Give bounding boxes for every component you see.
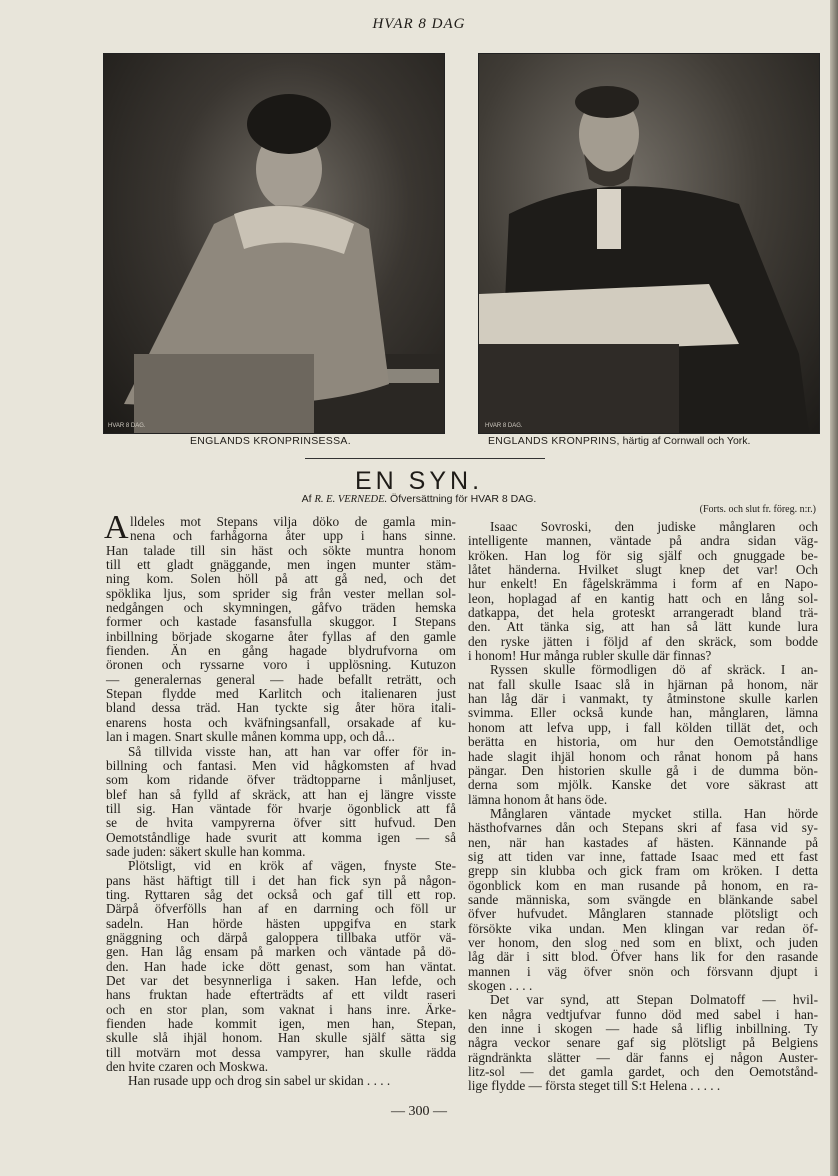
text-line: gnäggning och därpå galoppera tillbaka utför vä- [106, 929, 456, 945]
text-line: till ett gladt gnäggande, men ingen munter stäm- [106, 557, 456, 573]
text-line: ver honom, den slog ned som en blixt, och juden [468, 934, 818, 950]
text-line: pans häst häftigt till i det han fick syn på någon- [106, 872, 456, 888]
text-line: gen. Han låg ensam på marken och väntade på dö- [106, 944, 456, 960]
text-line: den ryske jätten i följd af den skräck, som bodde [468, 633, 818, 649]
text-line: Stepan flydde med Karlitch och italienaren just [106, 686, 456, 702]
left-text-column [104, 509, 456, 1089]
text-line: hade slagit ihjäl honom och rånat honom på hans [468, 748, 818, 764]
text-line: ögonblick kom en man rusande på honom, en ra- [468, 877, 818, 893]
text-line: låg där i sitt blod. Öfver hans lik for den rasande [468, 949, 818, 965]
text-line: nen, när han kastades af hästen. Kännande på [468, 834, 818, 850]
running-head: HVAR 8 DAG [372, 16, 466, 32]
text-line: försökte vika undan. Men klingan var redan öf- [468, 920, 818, 936]
photo-stamp: HVAR 8 DAG. [485, 423, 523, 429]
text-line: öronen och ryssarne voro i upplösning. Kutuzon [106, 657, 456, 673]
text-line: rägndränkta slätter — där fanns ej någon Auster- [468, 1049, 818, 1065]
photo-caption-left [190, 435, 351, 447]
portrait-woman-illustration [104, 54, 444, 433]
portrait-man-illustration [479, 54, 819, 433]
text-line: nena och farhågorna åter upp i hans sinne. [130, 528, 456, 544]
text-line: kröken. Han log för sig själf och gnuggade be- [468, 547, 818, 563]
right-text-column [468, 520, 818, 1094]
text-line: leon, hoplagad af en kantig hatt och en lång sol- [468, 590, 818, 606]
text-line: intelligente mannen, väntade på andra sidan väg- [468, 533, 818, 549]
text-line: sade juden: säkert skulle han komma. [106, 843, 306, 859]
text-line: datkappa, det hela groteskt arrangeradt bland trä- [468, 605, 818, 621]
text-line: den. Att tänka sig, att han så lätt kunde lura [468, 619, 818, 635]
photo-crown-princess [103, 53, 445, 434]
text-line: sande människa, som svängde en blänkande sabel [468, 891, 818, 907]
text-line: till motvärn mot dessa vampyrer, han skulle rädda [106, 1044, 456, 1060]
text-line: till sig. Han väntade för hvarje ögonblick att få [106, 800, 456, 816]
divider-rule [305, 458, 545, 459]
caption-text: ENGLANDS KRONPRINS, [488, 435, 620, 447]
text-line: inbillning började skogarne åter fyllas af den gamle [106, 628, 456, 644]
text-line: — generalernas general — hade befallt reträtt, och [106, 671, 456, 687]
text-line: han låg där i vanmakt, ty åtminstone skulle karlen [468, 691, 818, 707]
text-line: skulle slå ihjäl honom. Han skulle själf sätta sig [106, 1030, 456, 1046]
text-line: lldeles mot Stepans vilja döko de gamla min- [130, 514, 456, 529]
caption-text: ENGLANDS KRONPRINSESSA. [190, 435, 351, 447]
text-line: svimma. Eller också kunde han, månglaren, lämna [468, 705, 818, 721]
text-line: öfver hufvudet. Månglaren stannade plötsligt och [468, 906, 818, 922]
page-edge-shadow [830, 0, 838, 1176]
text-line: ken några vedtjufvar funno död med sabel i han- [468, 1006, 818, 1022]
text-line: mannen i väg öfver snön och försvann djupt i [468, 963, 818, 979]
text-line: Plötsligt, vid en krök af vägen, fnyste Ste- [128, 858, 456, 874]
text-line: ting. Ryttaren såg det också och gaf till ett rop. [106, 886, 456, 902]
text-line: och en stor plan, som vaknat i hans inre. Ärke- [106, 1001, 456, 1017]
text-line: i honom! Hur många rubler skulle där finnas? [468, 648, 712, 664]
text-line: honom att lefva upp, i fall kölden tillät det, och [468, 719, 818, 735]
text-line: lan i magen. Snart skulle månen komma upp, och då... [106, 729, 395, 745]
text-line: Det var det besynnerliga i saken. Han lefde, och [106, 973, 456, 988]
text-line: billning och fantasi. Men vid hågkomsten af hvad [106, 757, 456, 773]
text-line: nedgången och skymningen, gåfvo träden hemska [106, 600, 456, 616]
text-line: hästhofvarnes dån och Stepans skri af fasa vid sy- [468, 820, 818, 836]
text-line: låtet händerna. Hvilket slugt knep det var! Och [468, 562, 818, 578]
text-line: pängar. Den historien skulle gå i de dumma bön- [468, 762, 818, 778]
text-line: former och kastade fasansfulla skuggor. I Stepans [106, 614, 456, 630]
text-line: grepp sin klubba och gick fram om kröken. I detta [468, 863, 818, 879]
text-line: Isaac Sovroski, den judiske månglaren och [490, 519, 818, 534]
text-line: Det var synd, att Stepan Dolmatoff — hvil- [490, 992, 818, 1008]
text-line: sig att tiden var inne, fattade Isaac med ett fast [468, 848, 818, 864]
text-line: litz-sol — det gamla gardet, och den Oemotstånd- [468, 1064, 818, 1080]
text-line: Månglaren väntade mycket stilla. Han hörde [490, 805, 818, 821]
text-line: fienden. Än en gång hagade blydrufvorna om [106, 643, 456, 659]
byline-prefix: Af [301, 493, 315, 505]
page-number: — 300 — [391, 1104, 447, 1119]
text-line: Han rusade upp och drog sin sabel ur skidan . . . . [128, 1073, 391, 1089]
text-line: derna som mjölk. Kanske det vore säkrast att [468, 777, 818, 793]
text-line: Han talade till sin häst och sökte muntra honom [106, 542, 456, 558]
text-line: sadeln. Han hörde hästen uppgifva en stark [106, 915, 456, 931]
photo-crown-prince [478, 53, 820, 434]
text-line: hur enkelt! En fågelskrämma i form af en Napo- [468, 576, 818, 592]
text-line: berätta en historia, om hur den Oemotståndlige [468, 734, 818, 750]
text-line: den. Han hade icke dött genast, som han väntat. [106, 958, 456, 974]
text-line: som kom ridande öfver trädtopparne i månljuset, [106, 772, 456, 788]
text-line: spöklika ljus, som sprider sig från vester mellan sol- [106, 585, 456, 601]
text-line: skogen . . . . [468, 978, 533, 993]
text-line: Därpå öfverfölls han af en darrning och föll ur [106, 901, 456, 917]
text-line: Oemotståndlige hade svurit att komma igen — så [106, 829, 456, 845]
byline-suffix: Öfversättning för HVAR 8 DAG. [387, 493, 537, 505]
text-line: hans fruktan hade efterträdts af ett vildt raseri [106, 987, 456, 1003]
text-line: lämna honom åt hans öde. [468, 791, 608, 807]
text-line: fienden hade kommit igen, men han, Stepan, [106, 1016, 456, 1032]
text-line: blef han så fylld af skräck, att han ej längre visste [106, 786, 456, 802]
caption-subtext: härtig af Cornwall och York. [619, 435, 751, 447]
text-line: den hvite czaren och Moskwa. [106, 1059, 269, 1075]
continued-note: (Forts. och slut fr. föreg. n:r.) [699, 504, 816, 515]
photo-stamp: HVAR 8 DAG. [108, 423, 146, 429]
text-line: bland dessa träd. Han tyckte sig åter höra itali- [106, 700, 456, 716]
photo-caption-right [488, 435, 750, 447]
text-line: se de hvita vampyrerna öfver sitt hufvud. Den [106, 815, 456, 831]
author-name: R. E. VERNEDE. [314, 494, 388, 505]
text-line: Så tillvida visste han, att han var offer för in- [128, 743, 456, 759]
article-title: EN SYN. [354, 467, 484, 495]
text-line: ning kom. Solen höll på att gå ned, och det [106, 571, 456, 587]
text-line: den inne i skogen — hade så liflig inbillning. Ty [468, 1021, 818, 1037]
text-line: Ryssen skulle förmodligen dö af skräck. I an- [490, 662, 818, 678]
text-line: nat fall skulle Isaac slå in hjärnan på honom, när [468, 676, 818, 692]
text-line: några veckor senare gaf sig plötsligt på Belgiens [468, 1035, 818, 1051]
text-line: lige flydde — första steget till S:t Helena . . . . . [468, 1078, 721, 1094]
text-line: enarens hosta och kväfningsanfall, orsakade af ku- [106, 714, 456, 730]
drop-cap: A [104, 509, 129, 546]
